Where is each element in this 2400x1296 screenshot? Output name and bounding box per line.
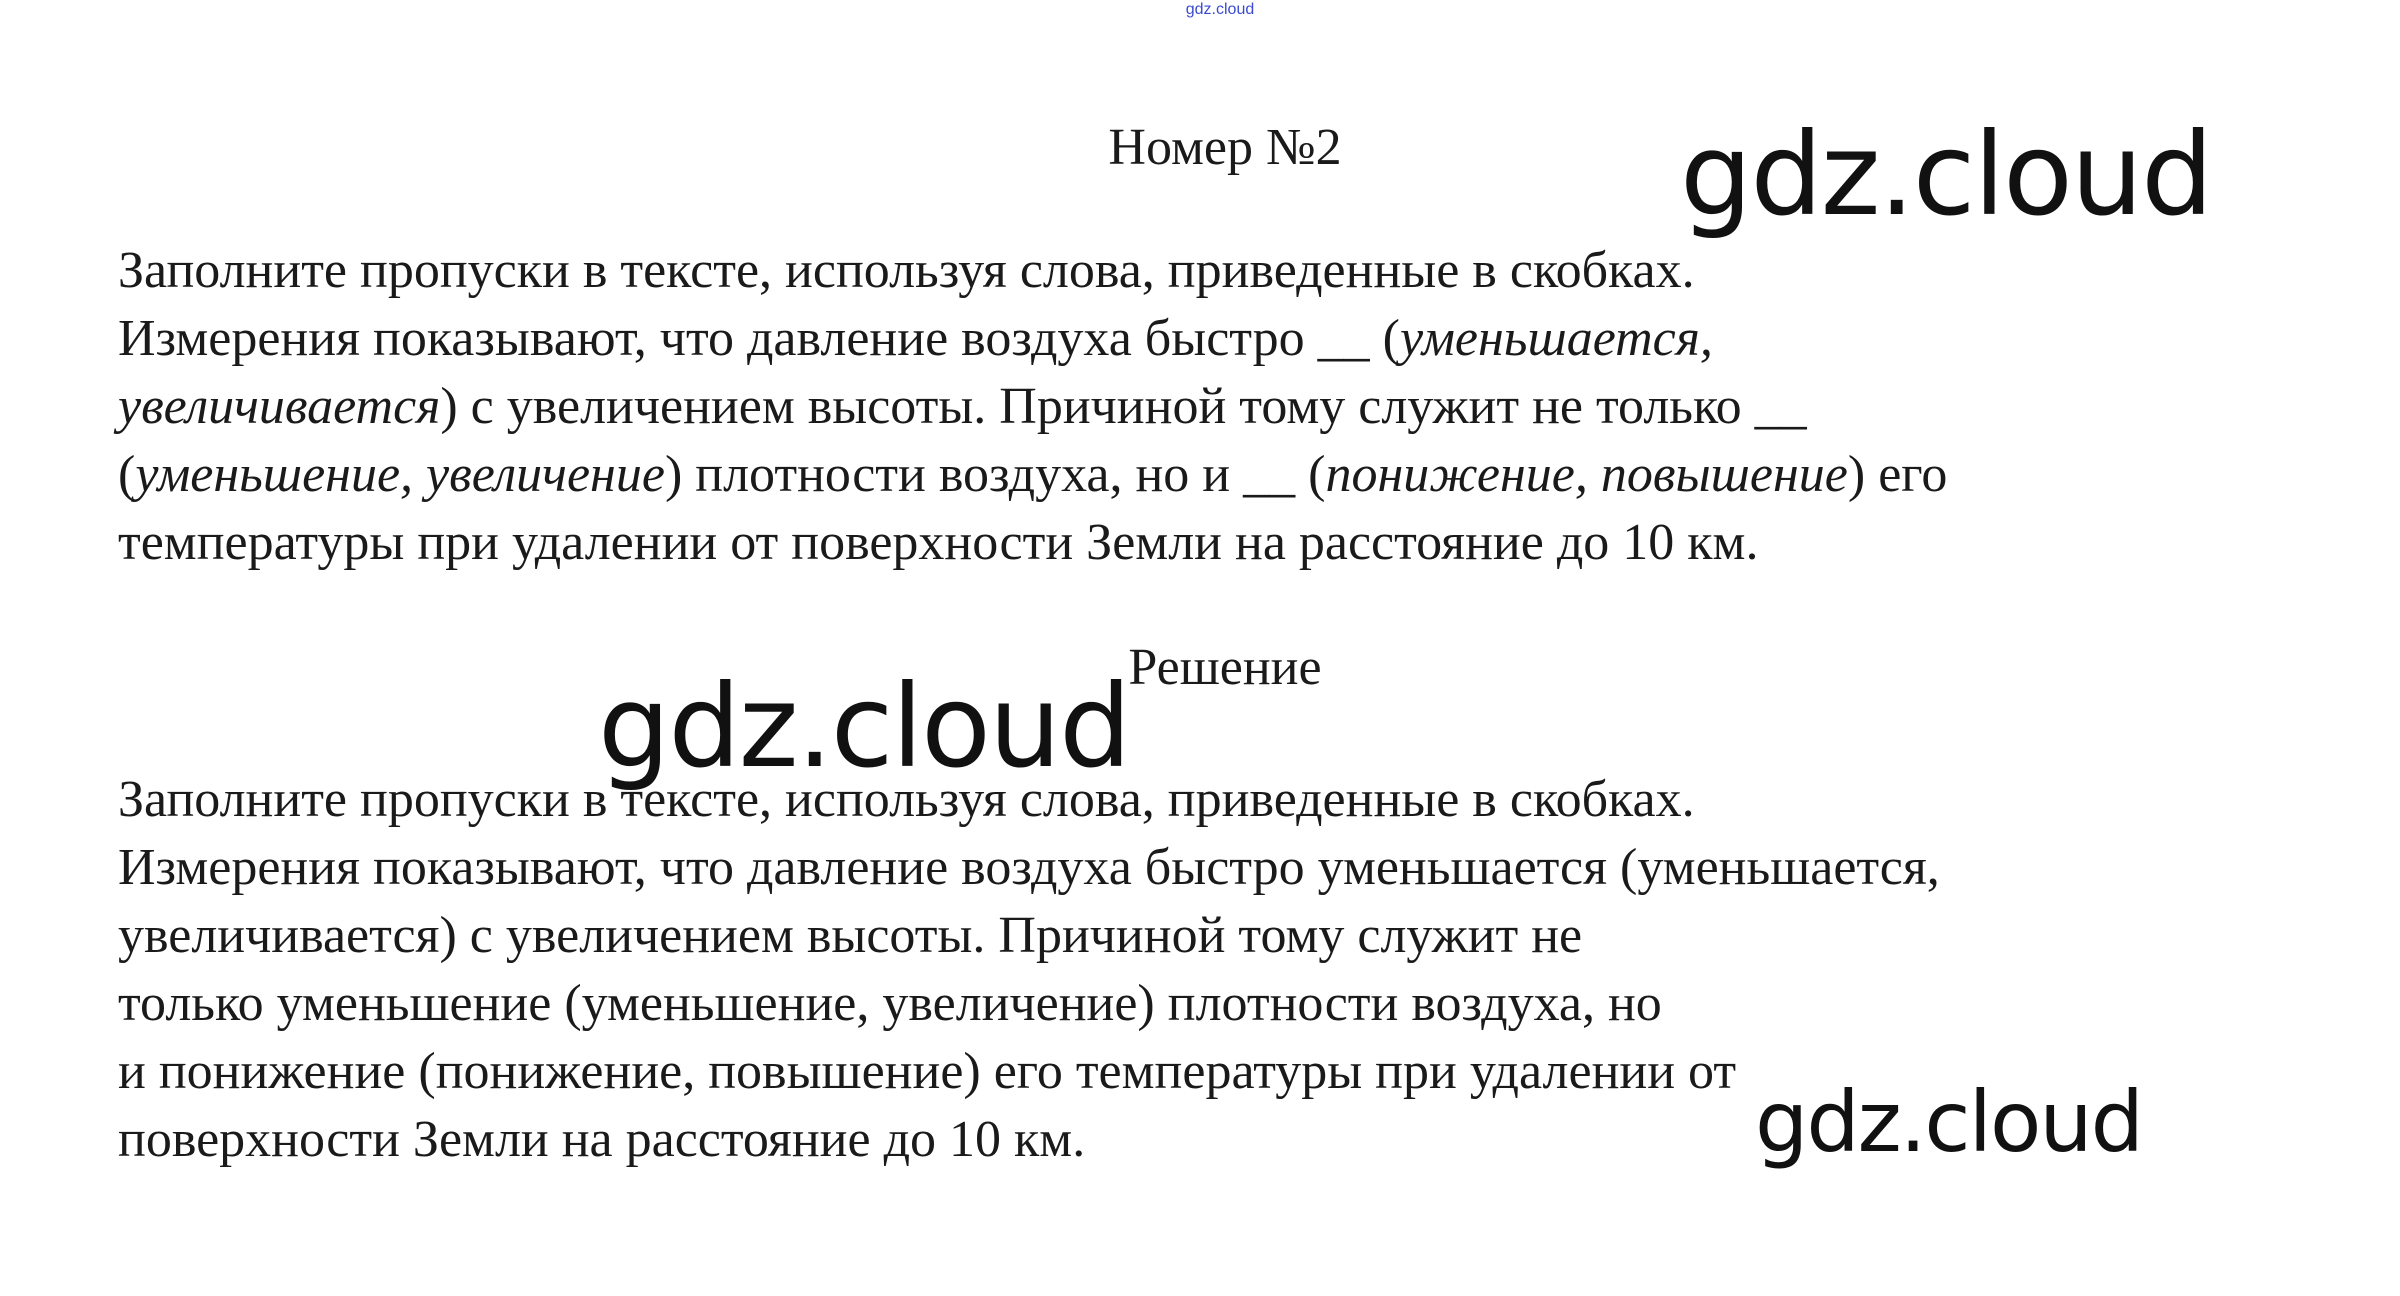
task-text-span: ) с увеличением высоты. Причиной тому служит не только __ <box>440 378 1807 435</box>
task-line <box>118 509 2318 577</box>
task-text-span: Измерения показывают, что давление воздуха быстро __ ( <box>118 310 1400 367</box>
task-line <box>118 373 2318 441</box>
task-text-span: ( <box>118 446 136 503</box>
task-option-italic: уменьшается, <box>1399 310 1713 367</box>
solution-line: и понижение (понижение, повышение) его температуры при удалении от <box>118 1043 1737 1100</box>
task-option-italic: увеличивается <box>118 378 441 435</box>
solution-line: Измерения показывают, что давление воздуха быстро уменьшается (уменьшается, <box>118 839 1940 896</box>
task-line <box>118 305 2318 373</box>
task-line <box>118 441 2318 509</box>
solution-line: только уменьшение (уменьшение, увеличение) плотности воздуха, но <box>118 975 1662 1032</box>
solution-line: увеличивается) с увеличением высоты. Причиной тому служит не <box>118 907 1583 964</box>
task-text-span: температуры при удалении от поверхности Земли на расстояние до 10 км. <box>118 514 1759 571</box>
watermark: gdz.cloud <box>1680 108 2212 241</box>
solution-title: Решение <box>1128 639 1322 696</box>
task-line <box>118 237 2318 305</box>
solution-line: Заполните пропуски в тексте, используя слова, приведенные в скобках. <box>118 771 1695 828</box>
task-text <box>118 237 2318 577</box>
task-text-span: ) его <box>1847 446 1948 503</box>
watermark: gdz.cloud <box>1755 1073 2142 1171</box>
task-option-italic: понижение, повышение <box>1325 446 1848 503</box>
watermark: gdz.cloud <box>598 660 1130 793</box>
task-text-span: ) плотности воздуха, но и __ ( <box>664 446 1326 503</box>
top-watermark: gdz.cloud <box>1185 1 1255 18</box>
task-text-span: Заполните пропуски в тексте, используя слова, приведенные в скобках. <box>118 242 1695 299</box>
task-title: Номер №2 <box>1108 119 1342 176</box>
task-option-italic: уменьшение, увеличение <box>135 446 665 503</box>
solution-line: поверхности Земли на расстояние до 10 км. <box>118 1111 1086 1168</box>
